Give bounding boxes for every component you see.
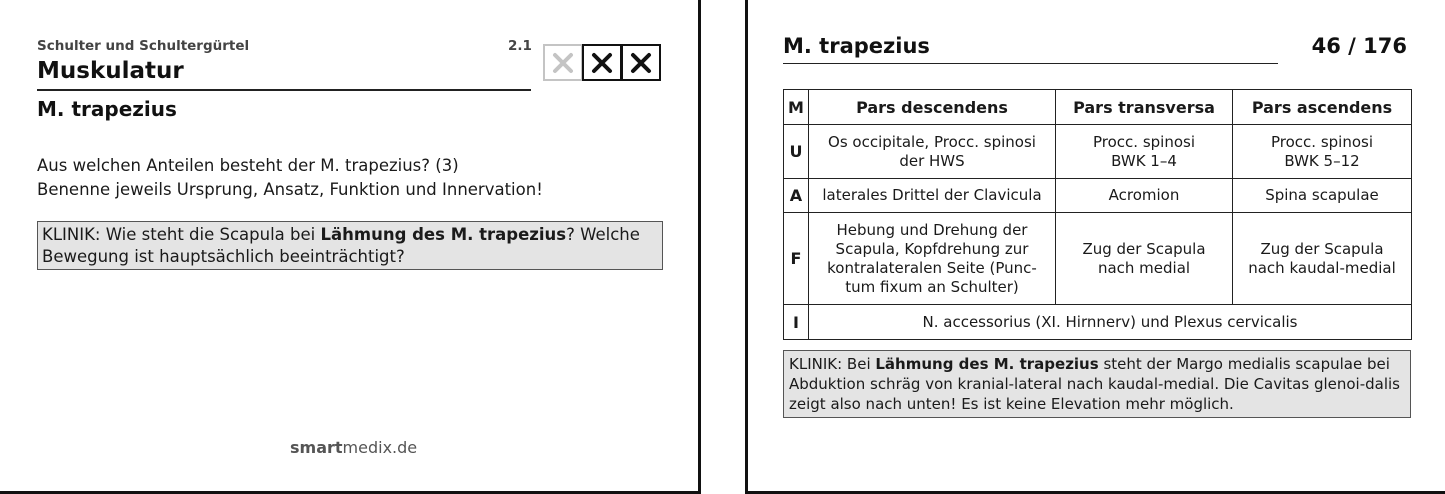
row-key: A: [784, 179, 809, 213]
cell-line: Zug der Scapula: [1082, 239, 1206, 258]
cell-line: Zug der Scapula: [1260, 239, 1384, 258]
x-icon: [590, 51, 614, 75]
table-cell: [1233, 213, 1412, 305]
rating-button-3[interactable]: [621, 44, 661, 81]
klinik-bold: Lähmung des M. trapezius: [320, 225, 567, 244]
table-cell-span: N. accessorius (XI. Hirnnerv) und Plexus cervicalis: [809, 305, 1412, 340]
cell-line: kontralateralen Seite (Punc-: [827, 258, 1037, 277]
x-icon-faded: [551, 51, 575, 75]
brand-bold: smart: [290, 438, 343, 457]
x-icon: [629, 51, 653, 75]
table-row-ursprung: [784, 125, 1412, 179]
chapter-title: Muskulatur: [37, 58, 184, 84]
cell-line: Procc. spinosi: [1093, 132, 1195, 151]
title-divider: [37, 89, 531, 91]
answer-title-divider: [783, 63, 1278, 64]
header-pars-transversa: Pars transversa: [1056, 90, 1233, 125]
cell-line: nach kaudal-medial: [1248, 258, 1396, 277]
brand-rest: medix.de: [342, 438, 418, 457]
row-key: I: [784, 305, 809, 340]
table-row-funktion: [784, 213, 1412, 305]
table-row-innervation: [784, 305, 1412, 340]
header-pars-ascendens: Pars ascendens: [1233, 90, 1412, 125]
chapter-subtitle: Schulter und Schultergürtel: [37, 38, 250, 54]
table-row-ansatz: [784, 179, 1412, 213]
klinik-suffix: ? Welche Bewegung ist hauptsächlich beeinträchtigt?: [42, 225, 640, 266]
question-text: [37, 154, 667, 202]
cell-line: Scapula, Kopfdrehung zur: [835, 239, 1029, 258]
table-cell: [809, 213, 1056, 305]
table-cell: [1056, 125, 1233, 179]
table-cell: [1233, 125, 1412, 179]
table-cell: Spina scapulae: [1233, 179, 1412, 213]
table-cell: [1056, 213, 1233, 305]
table-cell: Acromion: [1056, 179, 1233, 213]
brand-footer: [290, 438, 417, 457]
row-key: F: [784, 213, 809, 305]
flashcard-front: [0, 0, 701, 494]
question-line-2: Benenne jeweils Ursprung, Ansatz, Funktion und Innervation!: [37, 180, 543, 199]
cell-line: Hebung und Drehung der: [836, 220, 1028, 239]
klinik-question-box: [37, 221, 663, 270]
cell-line: Os occipitale, Procc. spinosi: [828, 132, 1036, 151]
klinik-bold: Lähmung des M. trapezius: [875, 355, 1099, 373]
cell-line: BWK 1–4: [1111, 151, 1177, 170]
card-counter: 46 / 176: [1311, 34, 1407, 58]
header-pars-descendens: Pars descendens: [809, 90, 1056, 125]
rating-button-1[interactable]: [543, 44, 583, 81]
table-header-row: [784, 90, 1412, 125]
cell-line: BWK 5–12: [1284, 151, 1360, 170]
klinik-prefix: KLINIK: Wie steht die Scapula bei: [42, 225, 321, 244]
muscle-table: [783, 89, 1412, 340]
cell-line: tum fixum an Schulter): [845, 277, 1019, 296]
cell-line: der HWS: [899, 151, 965, 170]
table-cell: [809, 125, 1056, 179]
cell-line: Procc. spinosi: [1271, 132, 1373, 151]
chapter-number: 2.1: [508, 38, 532, 54]
table-cell: laterales Drittel der Clavicula: [809, 179, 1056, 213]
klinik-answer-box: [783, 350, 1411, 418]
cell-line: nach medial: [1097, 258, 1191, 277]
rating-button-2[interactable]: [582, 44, 622, 81]
card-heading: M. trapezius: [37, 97, 177, 121]
row-key: U: [784, 125, 809, 179]
klinik-prefix: KLINIK: Bei: [789, 355, 876, 373]
klinik-suffix: steht der Margo medialis scapulae bei Abduktion schräg von kranial-lateral nach kaudal-medial. Die Cavitas glenoi-dalis zeigt also nach unten! Es ist keine Elevation mehr möglich.: [789, 355, 1400, 413]
flashcard-back: [745, 0, 1445, 494]
answer-title: M. trapezius: [783, 34, 930, 58]
question-line-1: Aus welchen Anteilen besteht der M. trapezius? (3): [37, 156, 459, 175]
header-m: M: [784, 90, 809, 125]
